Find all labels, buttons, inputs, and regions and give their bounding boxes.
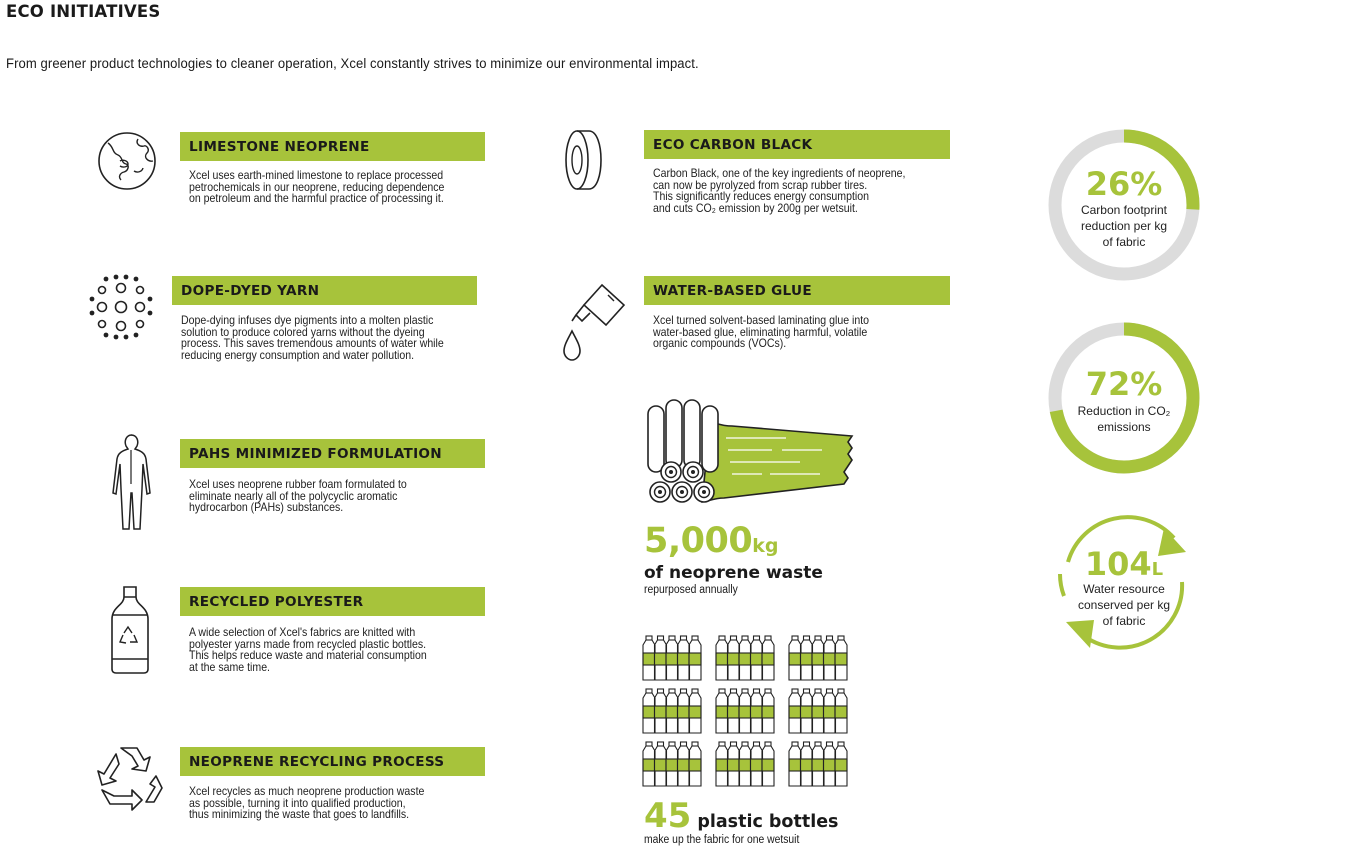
bottle-icon (655, 636, 667, 680)
bottle-icon (739, 636, 751, 680)
bottle-icon (762, 636, 774, 680)
page-title: ECO INITIATIVES (6, 2, 161, 21)
bottle-icon (751, 742, 763, 786)
waste-value: 5,000 (644, 521, 753, 561)
stat-label: Carbon footprint reduction per kg of fabric (1080, 203, 1168, 249)
bottle-icon (678, 689, 690, 733)
bottle-icon (812, 689, 824, 733)
bottle-icon (728, 636, 740, 680)
bottle-icon (739, 742, 751, 786)
bottles-label: plastic bottles (697, 812, 839, 832)
bottle-icon (666, 689, 678, 733)
bottle-icon (801, 742, 813, 786)
bottle-icon (835, 636, 847, 680)
bottles-sub: make up the fabric for one wetsuit (644, 834, 800, 846)
glue-bottle-icon (562, 281, 630, 363)
bottle-icon (643, 689, 655, 733)
water-stat (1050, 545, 1198, 583)
waste-sub: repurposed annually (644, 584, 738, 596)
bottle-icon (789, 742, 801, 786)
initiative-text: Xcel uses neoprene rubber foam formulated to eliminate nearly all of the polycyclic aromatic hydrocarbon (PAHs) substances. (189, 477, 407, 515)
bottle-icon (689, 742, 701, 786)
bottle-icon (689, 689, 701, 733)
recycle-bottle-icon (108, 585, 152, 675)
bottle-icon (643, 636, 655, 680)
bottle-icon (716, 689, 728, 733)
initiative-text: Carbon Black, one of the key ingredients of neoprene, can now be pyrolyzed from scrap rubber tires. This significantly reduces energy consumption and cuts CO₂ emission by 200g per wetsuit. (653, 166, 906, 215)
bottle-icon (789, 636, 801, 680)
initiative-title: NEOPRENE RECYCLING PROCESS (189, 754, 445, 770)
initiative-bar (644, 130, 950, 159)
bottle-icon (812, 636, 824, 680)
initiative-bar (180, 439, 485, 468)
bottles-stat (644, 796, 839, 836)
initiative-title: ECO CARBON BLACK (653, 137, 813, 153)
initiative-title: PAHS MINIMIZED FORMULATION (189, 446, 442, 462)
bottle-icon (762, 689, 774, 733)
bottle-icon (655, 689, 667, 733)
bottle-icon (812, 742, 824, 786)
bottle-icon (666, 742, 678, 786)
bottle-icon (751, 689, 763, 733)
bottle-icon (643, 742, 655, 786)
page-intro: From greener product technologies to cleaner operation, Xcel constantly strives to minimize our environmental impact. (6, 56, 699, 72)
stat-value: 26% (1085, 165, 1163, 203)
stat-value: 104 (1084, 545, 1152, 583)
bottle-icon (689, 636, 701, 680)
bottle-icon (678, 636, 690, 680)
stat-label: Reduction in CO₂ emissions (1077, 404, 1171, 434)
bottle-icon (716, 742, 728, 786)
stat-value: 72% (1085, 365, 1163, 403)
waste-unit: kg (752, 535, 779, 557)
initiative-bar (180, 587, 485, 616)
waste-stat (644, 521, 779, 561)
stat-unit: L (1151, 559, 1164, 580)
initiative-title: DOPE-DYED YARN (181, 283, 320, 299)
initiative-text: Xcel turned solvent-based laminating glue into water-based glue, eliminating harmful, volatile organic compounds (VOCs). (653, 313, 870, 351)
wetsuit-icon (108, 433, 154, 531)
initiative-bar (180, 747, 485, 776)
bottle-icon (666, 636, 678, 680)
bottle-icon (728, 742, 740, 786)
bottle-icon (678, 742, 690, 786)
dots-circle-icon (88, 273, 158, 343)
recycle-arrows-icon (94, 744, 164, 812)
initiative-bar (644, 276, 950, 305)
initiative-bar (172, 276, 477, 305)
bottle-icon (824, 689, 836, 733)
bottles-value: 45 (644, 796, 692, 836)
stat-label: Water resource conserved per kg of fabric (1077, 582, 1171, 628)
bottle-group-icon (641, 634, 853, 792)
initiative-bar (180, 132, 485, 161)
bottle-icon (762, 742, 774, 786)
bottle-icon (835, 689, 847, 733)
initiative-text: Dope-dying infuses dye pigments into a molten plastic solution to produce colored yarns without the dyeing process. This saves tremendous amounts of water while reducing energy consumption and water pollution. (181, 313, 444, 362)
initiative-title: WATER-BASED GLUE (653, 283, 812, 299)
initiative-text: A wide selection of Xcel's fabrics are knitted with polyester yarns made from recycled plastic bottles. This helps reduce waste and material consumption at the same time. (189, 625, 427, 674)
bottle-icon (728, 689, 740, 733)
bottle-icon (716, 636, 728, 680)
bottle-icon (824, 636, 836, 680)
initiative-text: Xcel uses earth-mined limestone to replace processed petrochemicals in our neoprene, reducing dependence on petroleum and the harmful practice of processing it. (189, 168, 445, 206)
bottle-icon (824, 742, 836, 786)
waste-label: of neoprene waste (644, 563, 823, 583)
bottle-icon (655, 742, 667, 786)
bottle-icon (835, 742, 847, 786)
tire-icon (563, 126, 609, 194)
bottle-icon (751, 636, 763, 680)
initiative-text: Xcel recycles as much neoprene production waste as possible, turning it into qualified production, thus minimizing the waste that goes to landfills. (189, 784, 425, 822)
initiative-title: RECYCLED POLYESTER (189, 594, 364, 610)
bottle-icon (789, 689, 801, 733)
fabric-rolls-icon (646, 398, 856, 506)
bottle-icon (739, 689, 751, 733)
globe-icon (94, 131, 164, 191)
bottle-icon (801, 636, 813, 680)
bottle-icon (801, 689, 813, 733)
initiative-title: LIMESTONE NEOPRENE (189, 139, 370, 155)
